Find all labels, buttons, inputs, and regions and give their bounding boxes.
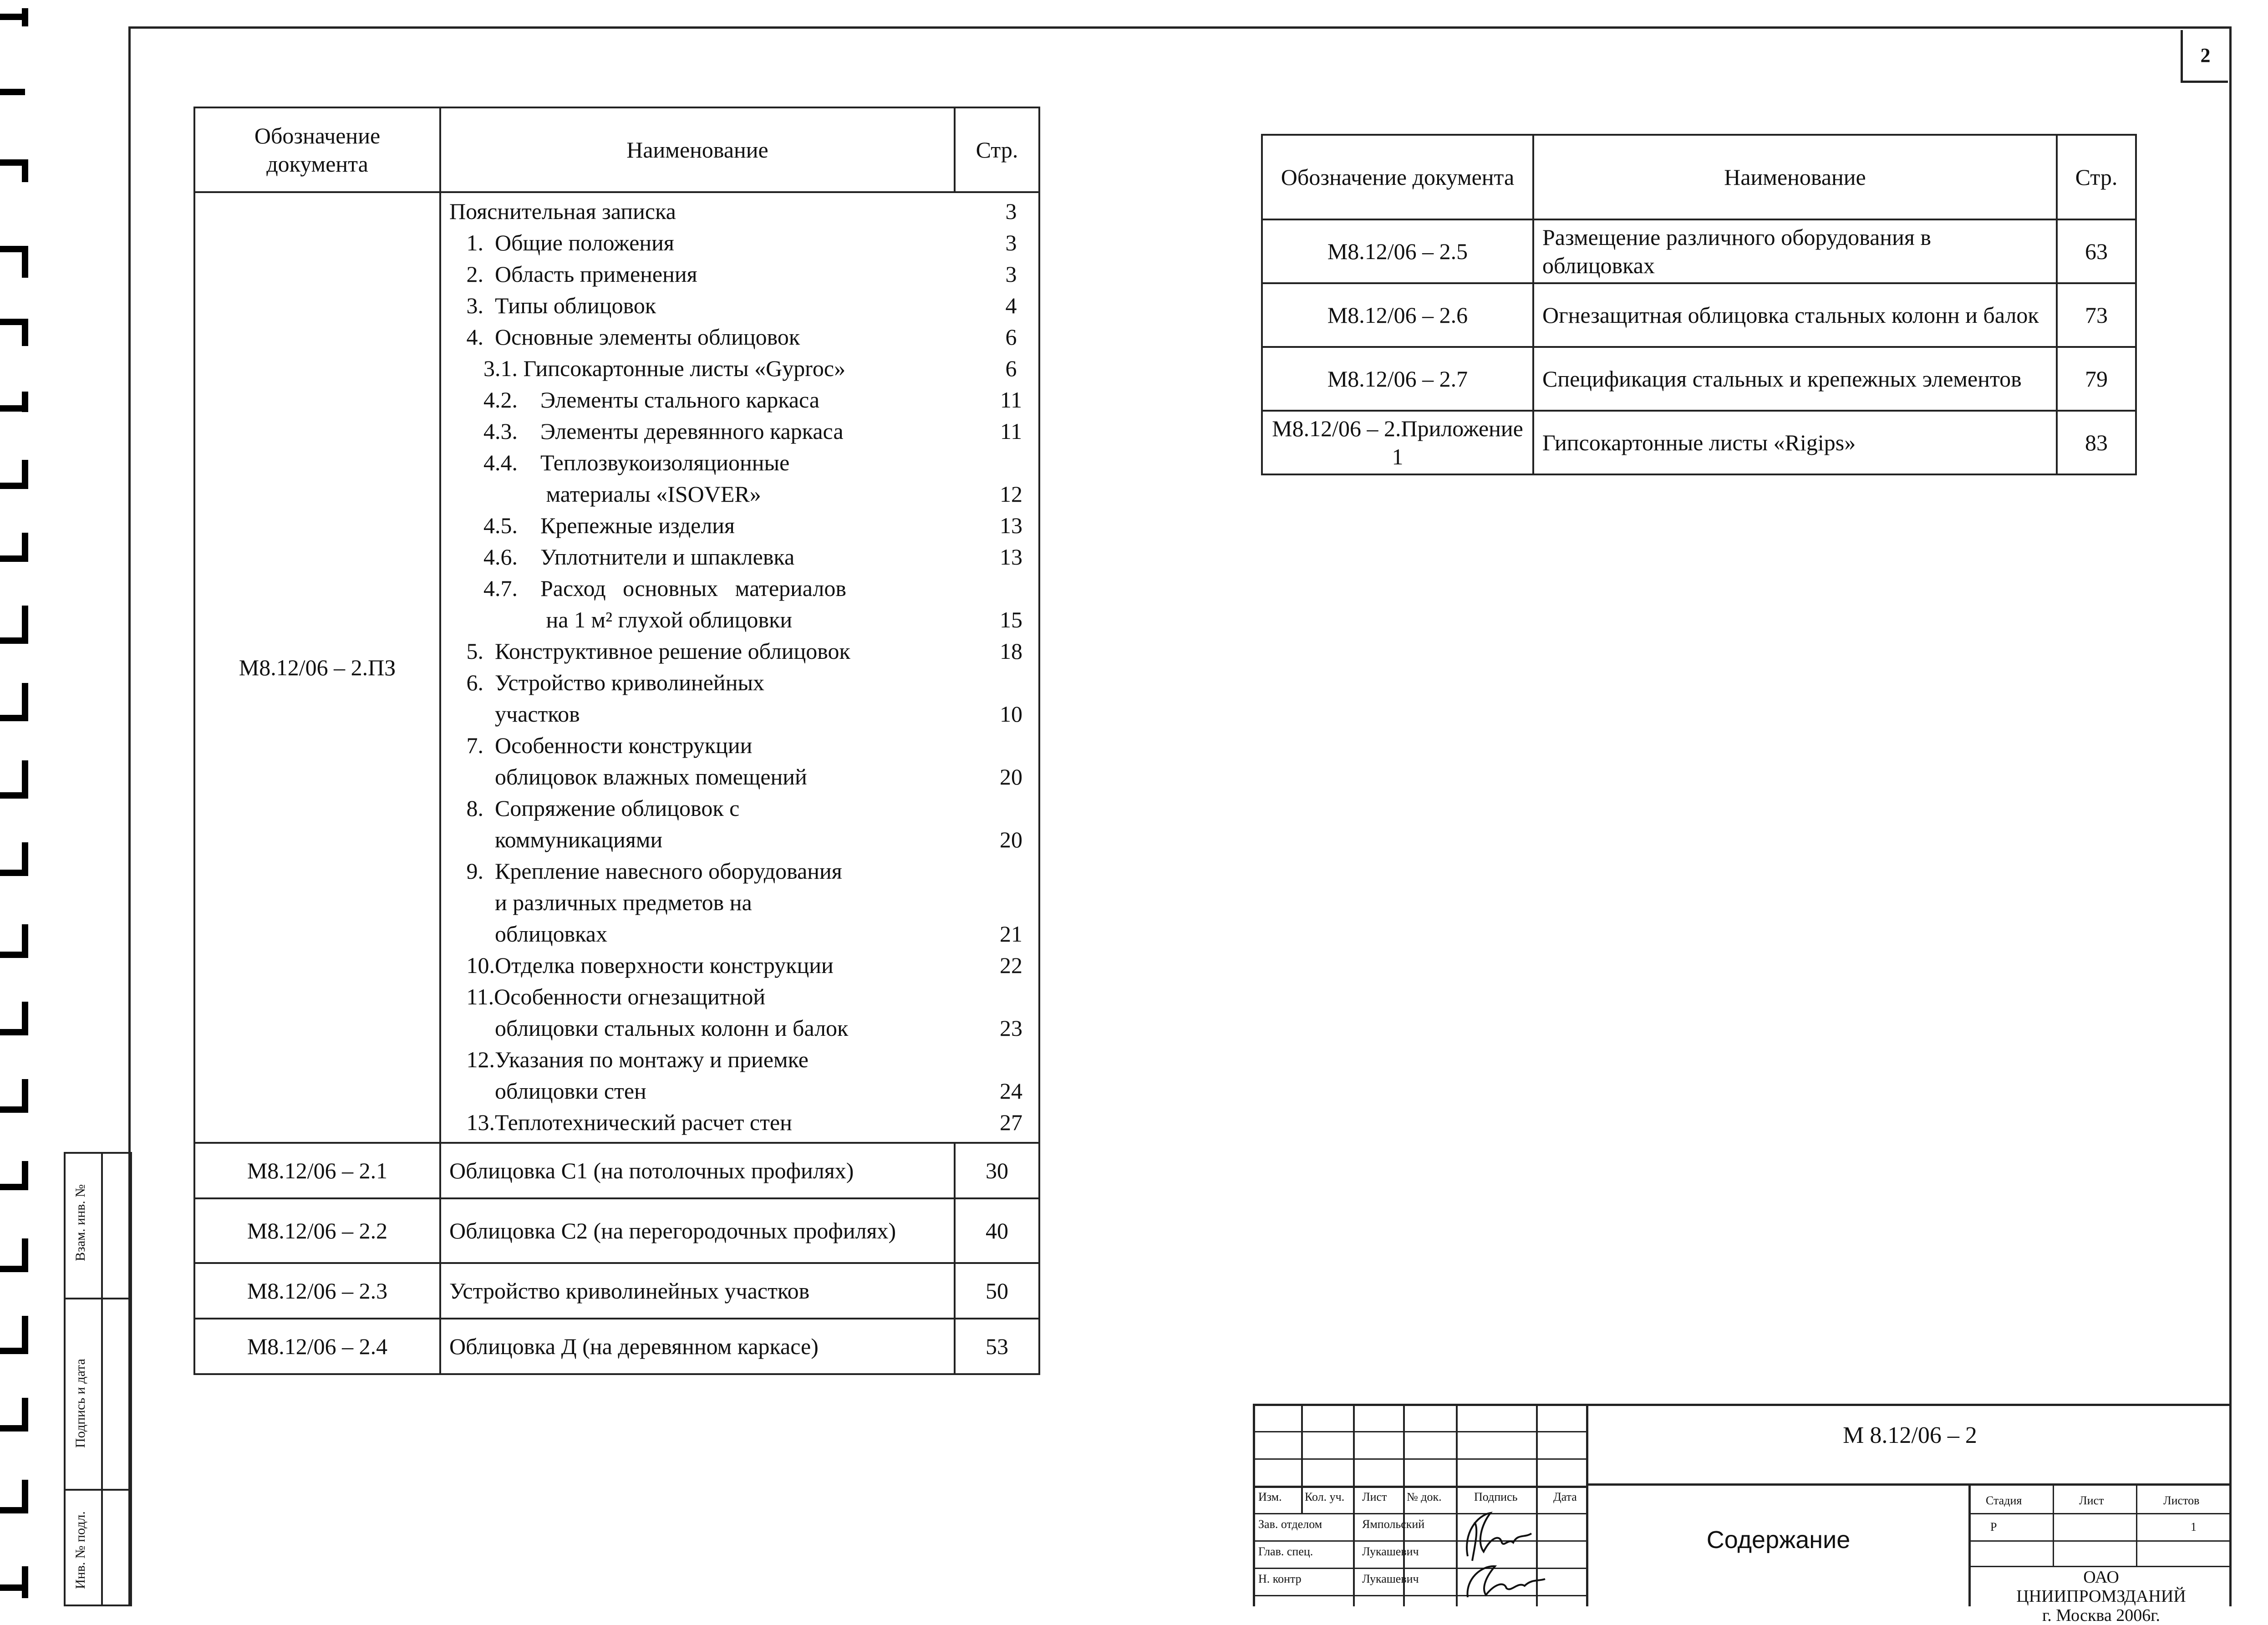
row-page: 83: [2057, 411, 2136, 474]
toc-item-text: 6. Устройство криволинейных: [449, 670, 765, 695]
row-name: Облицовка Д (на деревянном каркасе): [440, 1319, 955, 1374]
row-code: М8.12/06 – 2.Приложение 1: [1262, 411, 1533, 474]
toc-item-text: на 1 м² глухой облицовки: [449, 607, 793, 632]
row-name: Гипсокартонные листы «Rigips»: [1533, 411, 2057, 474]
toc-item-page: [984, 793, 1038, 824]
header-name: Наименование: [440, 107, 955, 192]
toc-item-text: Пояснительная записка: [449, 199, 676, 224]
header-page: Стр.: [2057, 135, 2136, 219]
tb-person: Лукашевич: [1362, 1545, 1419, 1558]
row-page: 50: [955, 1263, 1039, 1319]
toc-item-page: [984, 981, 1038, 1013]
toc-item-page: [984, 667, 1038, 698]
toc-item-text: 13.Теплотехнический расчет стен: [449, 1110, 792, 1135]
toc-item-page: [984, 887, 1038, 918]
toc-item-text: 8. Сопряжение облицовок с: [449, 795, 740, 821]
tb-header-signature: Подпись: [1474, 1490, 1518, 1503]
tb-sheets-label: Листов: [2163, 1494, 2200, 1507]
row-code: М8.12/06 – 2.5: [1262, 219, 1533, 283]
toc-item-page: [984, 730, 1038, 761]
row-code: М8.12/06 – 2.3: [194, 1263, 440, 1319]
toc-item-text: 4.2. Элементы стального каркаса: [449, 387, 820, 413]
toc-item-text: 9. Крепление навесного оборудования: [449, 858, 842, 884]
row-page: 73: [2057, 283, 2136, 347]
tb-header-sheet: Лист: [1362, 1490, 1387, 1503]
tb-role: Глав. спец.: [1258, 1545, 1313, 1558]
toc-item-page: 20: [1000, 764, 1022, 790]
toc-item-page: 24: [1000, 1078, 1022, 1104]
main-doc-code: М8.12/06 – 2.ПЗ: [194, 192, 440, 1143]
toc-item-page: 27: [1000, 1110, 1022, 1135]
side-label-original-inv: Инв. № подл.: [73, 1511, 88, 1589]
row-name: Облицовка С1 (на потолочных профилях): [440, 1143, 955, 1198]
toc-item-text: 3.1. Гипсокартонные листы «Gyproc»: [449, 356, 846, 381]
toc-item-text: 4.7. Расход основных материалов: [449, 576, 846, 601]
toc-item-text: 4.5. Крепежные изделия: [449, 513, 735, 538]
tb-sheet-label: Лист: [2079, 1494, 2104, 1507]
row-code: М8.12/06 – 2.2: [194, 1198, 440, 1263]
header-name: Наименование: [1533, 135, 2057, 219]
tb-header-count: Кол. уч.: [1305, 1490, 1345, 1503]
toc-item-text: и различных предметов на: [449, 890, 752, 915]
right-contents-table: [1261, 134, 2137, 475]
sheet-number: 2: [2181, 30, 2228, 83]
toc-item-page: [984, 1044, 1038, 1075]
toc-item-text: 5. Конструктивное решение облицовок: [449, 638, 850, 664]
toc-item-page: 6: [1005, 356, 1017, 381]
tb-stage-label: Стадия: [1986, 1494, 2022, 1507]
row-name: Облицовка С2 (на перегородочных профилях): [440, 1198, 955, 1263]
toc-item-text: коммуникациями: [449, 827, 663, 852]
toc-item-page: 13: [1000, 513, 1022, 538]
toc-item-page: [984, 573, 1038, 604]
tb-stage: Р: [1990, 1520, 1997, 1533]
toc-item-page: 11: [1000, 418, 1022, 444]
toc-item-page: 22: [1000, 953, 1022, 978]
row-page: 63: [2057, 219, 2136, 283]
row-page: 79: [2057, 347, 2136, 411]
toc-item-page: 3: [1005, 230, 1017, 255]
row-page: 53: [955, 1319, 1039, 1374]
toc-item-text: облицовки стен: [449, 1078, 646, 1104]
row-code: М8.12/06 – 2.1: [194, 1143, 440, 1198]
tb-header-docnum: № док.: [1407, 1490, 1442, 1503]
side-stamp: [64, 1152, 132, 1606]
tb-person: Ямпольский: [1362, 1518, 1425, 1531]
tb-header-change: Изм.: [1258, 1490, 1282, 1503]
table-of-contents: [449, 193, 1038, 1138]
tb-role: Зав. отделом: [1258, 1518, 1322, 1531]
toc-item-text: 2. Область применения: [449, 261, 697, 287]
row-page: 40: [955, 1198, 1039, 1263]
toc-item-page: 15: [1000, 607, 1022, 632]
toc-item-text: 11.Особенности огнезащитной: [449, 984, 766, 1009]
toc-item-page: 4: [1005, 293, 1017, 318]
toc-item-page: [984, 447, 1038, 479]
row-code: М8.12/06 – 2.7: [1262, 347, 1533, 411]
toc-item-page: 6: [1005, 324, 1017, 350]
left-contents-table: [193, 107, 1040, 1375]
header-designation: Обозначение документа: [194, 107, 440, 192]
row-name: Спецификация стальных и крепежных элементов: [1533, 347, 2057, 411]
toc-item-text: 4. Основные элементы облицовок: [449, 324, 800, 350]
header-page: Стр.: [955, 107, 1039, 192]
signature-scribble: [1459, 1561, 1550, 1602]
header-designation: Обозначение документа: [1262, 135, 1533, 219]
tb-role: Н. контр: [1258, 1572, 1302, 1585]
side-label-signature-date: Подпись и дата: [73, 1359, 88, 1448]
toc-item-text: участков: [449, 701, 580, 727]
tb-organization: [1971, 1568, 2232, 1625]
row-name: Размещение различного оборудования в облицовках: [1533, 219, 2057, 283]
tb-org-line: г. Москва 2006г.: [2042, 1606, 2161, 1625]
toc-item-text: 10.Отделка поверхности конструкции: [449, 953, 834, 978]
toc-item-page: 3: [1005, 199, 1017, 224]
toc-item-page: 23: [1000, 1015, 1022, 1041]
toc-item-text: 4.6. Уплотнители и шпаклевка: [449, 544, 795, 570]
row-name: Устройство криволинейных участков: [440, 1263, 955, 1319]
toc-item-text: 7. Особенности конструкции: [449, 733, 753, 758]
toc-item-text: 1. Общие положения: [449, 230, 674, 255]
toc-item-page: 11: [1000, 387, 1022, 413]
row-page: 30: [955, 1143, 1039, 1198]
tb-title: Содержание: [1706, 1526, 1851, 1554]
side-label-replacement: Взам. инв. №: [73, 1184, 88, 1261]
row-code: М8.12/06 – 2.4: [194, 1319, 440, 1374]
toc-item-text: облицовок влажных помещений: [449, 764, 807, 790]
tb-sheets: 1: [2191, 1520, 2197, 1533]
tb-header-date: Дата: [1553, 1490, 1577, 1503]
toc-item-text: 3. Типы облицовок: [449, 293, 656, 318]
toc-item-text: 4.3. Элементы деревянного каркаса: [449, 418, 844, 444]
toc-item-page: 12: [1000, 481, 1022, 507]
toc-item-page: [984, 856, 1038, 887]
signature-scribble: [1459, 1506, 1536, 1565]
toc-item-text: облицовках: [449, 921, 607, 947]
tb-org-line: ЦНИИПРОМЗДАНИЙ: [2016, 1587, 2186, 1606]
row-code: М8.12/06 – 2.6: [1262, 283, 1533, 347]
toc-item-page: 20: [1000, 827, 1022, 852]
tb-designation: М 8.12/06 – 2: [1843, 1422, 1977, 1448]
row-name: Огнезащитная облицовка стальных колонн и балок: [1533, 283, 2057, 347]
tb-person: Лукашевич: [1362, 1572, 1419, 1585]
toc-item-text: материалы «ISOVER»: [449, 481, 761, 507]
toc-item-page: 3: [1005, 261, 1017, 287]
toc-item-page: 13: [1000, 544, 1022, 570]
toc-item-page: 18: [1000, 638, 1022, 664]
toc-item-page: 21: [1000, 921, 1022, 947]
title-block: [1253, 1404, 2232, 1625]
toc-item-text: 12.Указания по монтажу и приемке: [449, 1047, 809, 1072]
toc-item-text: облицовки стальных колонн и балок: [449, 1015, 849, 1041]
toc-item-page: 10: [1000, 701, 1022, 727]
toc-item-text: 4.4. Теплозвукоизоляционные: [449, 450, 790, 475]
tb-org-line: ОАО: [2083, 1568, 2119, 1587]
